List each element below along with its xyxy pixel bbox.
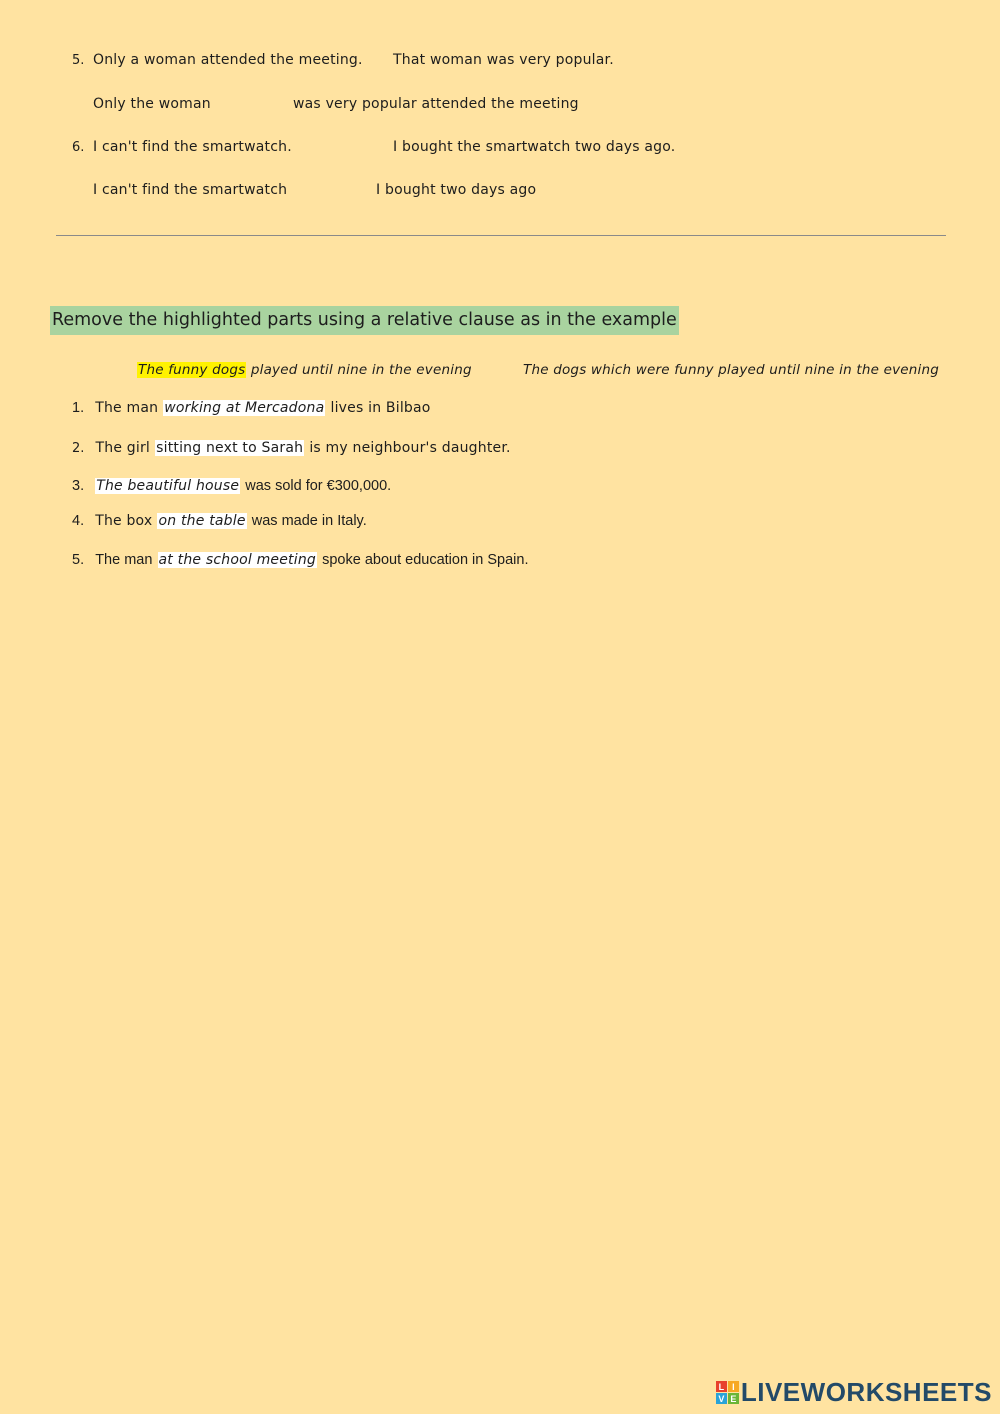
item5-answer-start: Only the woman [93, 96, 211, 112]
item6-answer-start: I can't find the smartwatch [93, 182, 288, 198]
item-highlight: on the table [158, 513, 246, 529]
item5-answer-end: was very popular attended the meeting [293, 96, 579, 112]
item-after: lives in Bilbao [330, 400, 431, 416]
item-after: spoke about education in Spain. [322, 552, 529, 568]
item-highlight: at the school meeting [158, 552, 316, 568]
logo-mark-icon [716, 1381, 739, 1404]
list-item [72, 397, 431, 416]
item-after: was sold for €300,000. [245, 478, 392, 494]
item-number: 2. [72, 441, 85, 456]
item6-sentence-a: I can't find the smartwatch. [93, 139, 292, 155]
item-before: The man [95, 400, 159, 416]
item-before: The man [95, 552, 153, 568]
example-sentence [137, 362, 472, 378]
item5-sentence-a: Only a woman attended the meeting. [93, 52, 363, 68]
logo-letter: E [728, 1393, 739, 1404]
item-number: 1. [72, 400, 85, 416]
section-heading: Remove the highlighted parts using a relative clause as in the example [50, 306, 679, 335]
item-highlight: sitting next to Sarah [156, 440, 304, 456]
item-before: The girl [95, 440, 151, 456]
list-item [72, 437, 511, 456]
logo-text: LIVEWORKSHEETS [740, 1377, 992, 1407]
example-rest: played until nine in the evening [250, 362, 472, 378]
item-highlight: working at Mercadona [164, 400, 325, 416]
list-item [72, 549, 528, 568]
example-answer: The dogs which were funny played until nine in the evening [523, 362, 940, 378]
item-number: 5. [72, 552, 85, 568]
item-number: 6. [72, 140, 85, 155]
example-highlight: The funny dogs [138, 362, 246, 378]
list-item [72, 510, 367, 529]
item-highlight: The beautiful house [96, 478, 240, 494]
item-number: 4. [72, 513, 85, 529]
logo-letter: V [716, 1393, 727, 1404]
list-item [72, 475, 391, 494]
item-number: 3. [72, 478, 85, 494]
item6-sentence-b: I bought the smartwatch two days ago. [393, 139, 676, 155]
section-divider [56, 235, 946, 236]
item6-answer-end: I bought two days ago [376, 182, 537, 198]
logo-letter: I [728, 1381, 739, 1392]
item-after: was made in Italy. [251, 513, 367, 529]
item5-sentence-b: That woman was very popular. [393, 52, 614, 68]
liveworksheets-logo[interactable] [716, 1377, 992, 1408]
item-before: The box [95, 513, 153, 529]
logo-letter: L [716, 1381, 727, 1392]
item-number: 5. [72, 53, 85, 68]
item-after: is my neighbour's daughter. [309, 440, 511, 456]
